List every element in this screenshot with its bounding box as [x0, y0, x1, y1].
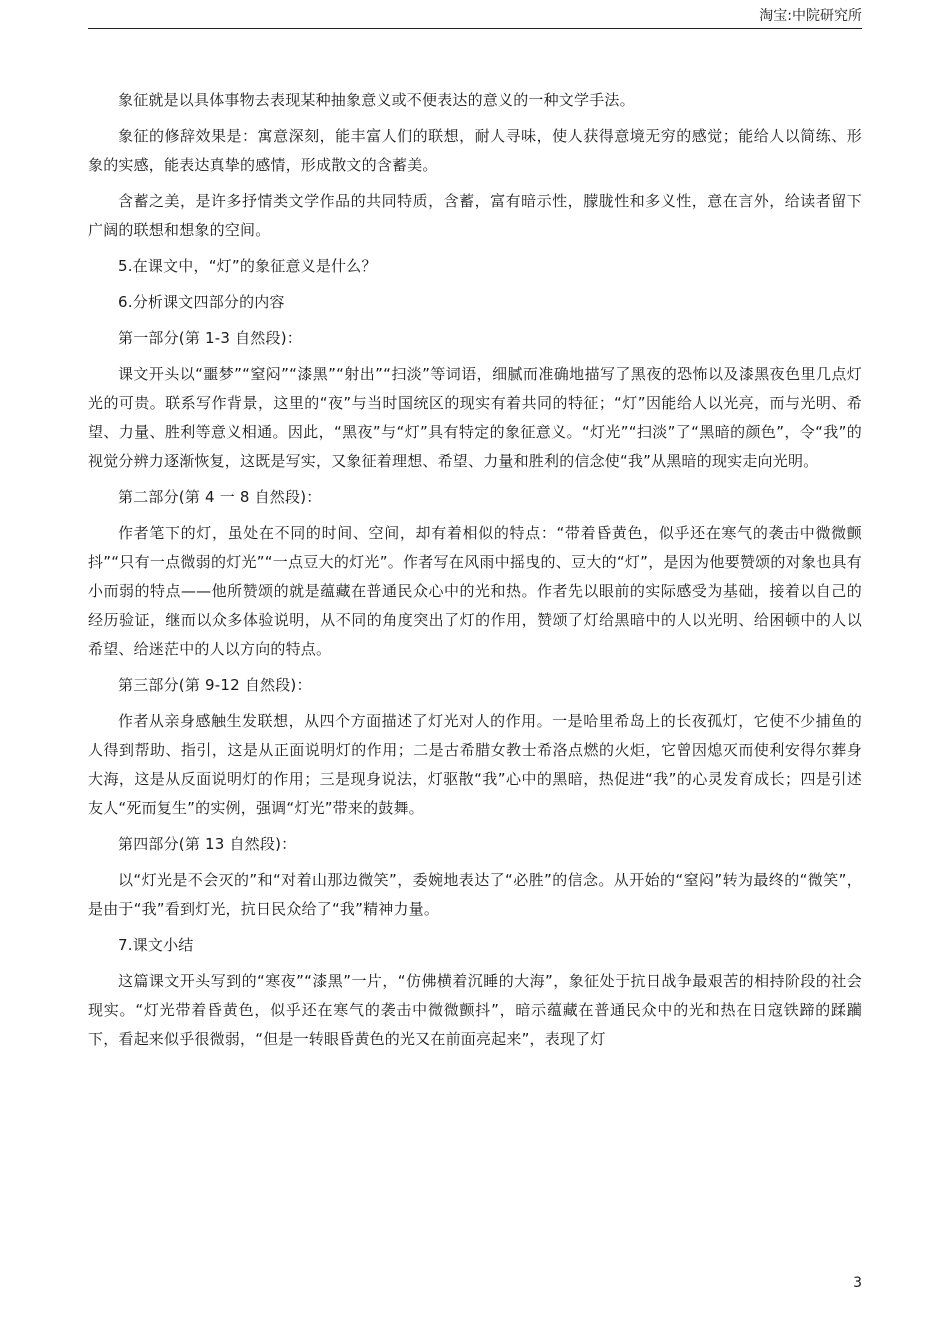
- page-header: [88, 6, 862, 29]
- page-number: 3: [853, 1275, 862, 1291]
- section-heading: 第四部分(第 13 自然段)：: [118, 835, 297, 853]
- header-text: 淘宝:中院研究所: [759, 8, 862, 24]
- question-heading: 7.课文小结: [118, 936, 194, 954]
- paragraph: 作者笔下的灯，虽处在不同的时间、空间，却有着相似的特点：“带着昏黄色，似乎还在寒气的袭击中微微颤抖”“只有一点微弱的灯光”“一点豆大的灯光”。作者写在风雨中摇曳的、豆大的“灯”，是因为他要赞颂的对象也具有小而弱的特点——他所赞颂的就是蕴藏在普通民众心中的光和热。作者先以眼前的实际感受为基础，接着以自己的经历验证，继而以众多体验说明，从不同的角度突出了灯的作用，赞颂了灯给黑暗中的人以光明、给困顿中的人以希望、给迷茫中的人以方向的特点。: [88, 524, 862, 658]
- paragraph: 含蓄之美，是许多抒情类文学作品的共同特质，含蓄，富有暗示性，朦胧性和多义性，意在言外，给读者留下广阔的联想和想象的空间。: [88, 192, 862, 239]
- section-heading: 第一部分(第 1-3 自然段)：: [118, 329, 302, 347]
- paragraph: 象征的修辞效果是：寓意深刻，能丰富人们的联想，耐人寻味，使人获得意境无穷的感觉；能给人以简练、形象的实感，能表达真挚的感情，形成散文的含蓄美。: [88, 127, 862, 174]
- paragraph: 以“灯光是不会灭的”和“对着山那边微笑”，委婉地表达了“必胜”的信念。从开始的“窒闷”转为最终的“微笑”，是由于“我”看到灯光，抗日民众给了“我”精神力量。: [88, 871, 862, 918]
- section-heading: 第二部分(第 4 一 8 自然段)：: [118, 488, 322, 506]
- question-heading: 5.在课文中，“灯”的象征意义是什么？: [118, 257, 377, 275]
- paragraph: 这篇课文开头写到的“寒夜”“漆黑”一片，“仿佛横着沉睡的大海”，象征处于抗日战争最艰苦的相持阶段的社会现实。“灯光带着昏黄色，似乎还在寒气的袭击中微微颤抖”，暗示蕴藏在普通民众中的光和热在日寇铁蹄的蹂躏下，看起来似乎很微弱，“但是一转眼昏黄色的光又在前面亮起来”，表现了灯: [88, 972, 862, 1048]
- paragraph: 课文开头以“噩梦”“窒闷”“漆黑”“射出”“扫淡”等词语，细腻而准确地描写了黑夜的恐怖以及漆黑夜色里几点灯光的可贵。联系写作背景，这里的“夜”与当时国统区的现实有着共同的特征；“灯”因能给人以光亮，而与光明、希望、力量、胜利等意义相通。因此，“黑夜”与“灯”具有特定的象征意义。“灯光”“扫淡”了“黑暗的颜色”，令“我”的视觉分辨力逐渐恢复，这既是写实，又象征着理想、希望、力量和胜利的信念使“我”从黑暗的现实走向光明。: [88, 365, 862, 470]
- document-body: [88, 86, 862, 1061]
- paragraph: 作者从亲身感触生发联想，从四个方面描述了灯光对人的作用。一是哈里希岛上的长夜孤灯，它使不少捕鱼的人得到帮助、指引，这是从正面说明灯的作用；二是古希腊女教士希洛点燃的火炬，它曾因熄灭而使利安得尔葬身大海，这是从反面说明灯的作用；三是现身说法，灯驱散“我”心中的黑暗，热促进“我”的心灵发育成长；四是引述友人“死而复生”的实例，强调“灯光”带来的鼓舞。: [88, 712, 862, 817]
- section-heading: 第三部分(第 9-12 自然段)：: [118, 676, 312, 694]
- paragraph: 象征就是以具体事物去表现某种抽象意义或不便表达的意义的一种文学手法。: [118, 91, 635, 109]
- question-heading: 6.分析课文四部分的内容: [118, 293, 285, 311]
